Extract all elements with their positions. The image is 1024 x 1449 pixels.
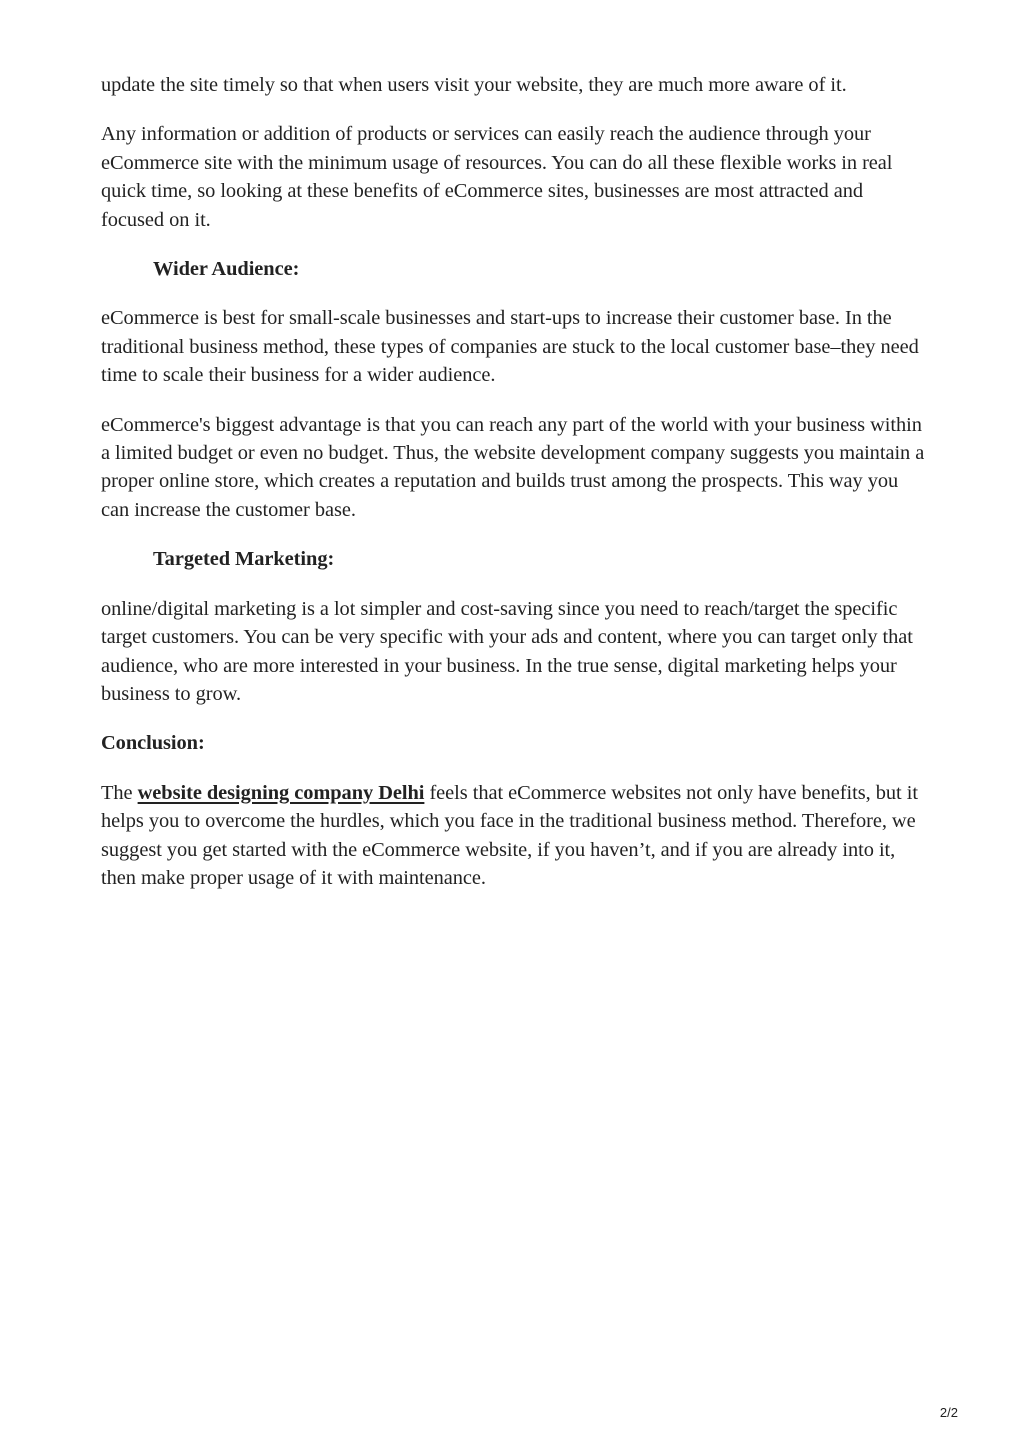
conclusion-lead-text: The [101,781,138,804]
heading-conclusion: Conclusion: [101,732,205,755]
page-number: 2/2 [939,1405,958,1420]
paragraph-information-reach: Any information or addition of products or services can easily reach the audience through your eCommerce site with the minimum usage of resources. You can do all these flexible works in real quick time, so looking at these benefits of eCommerce sites, businesses are most attracted and focused on it. [101,123,893,231]
website-designing-link[interactable]: website designing company Delhi [137,781,425,804]
paragraph-targeted-marketing: online/digital marketing is a lot simpler and cost-saving since you need to reach/target the specific target customers. You can be very specific with your ads and content, where you can target only that audience, who are more interested in your business. In the true sense, digital marketing helps your business to grow. [101,597,913,705]
conclusion-rest-text: feels that eCommerce websites not only have benefits, but it helps you to overcome the hurdles, which you face in the traditional business method. Therefore, we suggest you get started with the eCommerce website, if you haven’t, and if you are already into it, then make proper usage of it with maintenance. [101,781,918,889]
heading-targeted-marketing: Targeted Marketing: [153,548,335,571]
heading-wider-audience: Wider Audience: [153,258,300,281]
paragraph-intro-tail: update the site timely so that when users visit your website, they are much more aware of it. [101,74,847,96]
paragraph-conclusion [101,779,931,893]
paragraph-wider-audience-2: eCommerce's biggest advantage is that you can reach any part of the world with your business within a limited budget or even no budget. Thus, the website development company suggests you maintain a proper online store, which creates a reputation and builds trust among the prospects. This way you can increase the customer base. [101,413,925,521]
document-page [101,71,931,913]
paragraph-wider-audience-1: eCommerce is best for small-scale businesses and start-ups to increase their customer base. In the traditional business method, these types of companies are stuck to the local customer base–they need time to scale their business for a wider audience. [101,307,919,387]
